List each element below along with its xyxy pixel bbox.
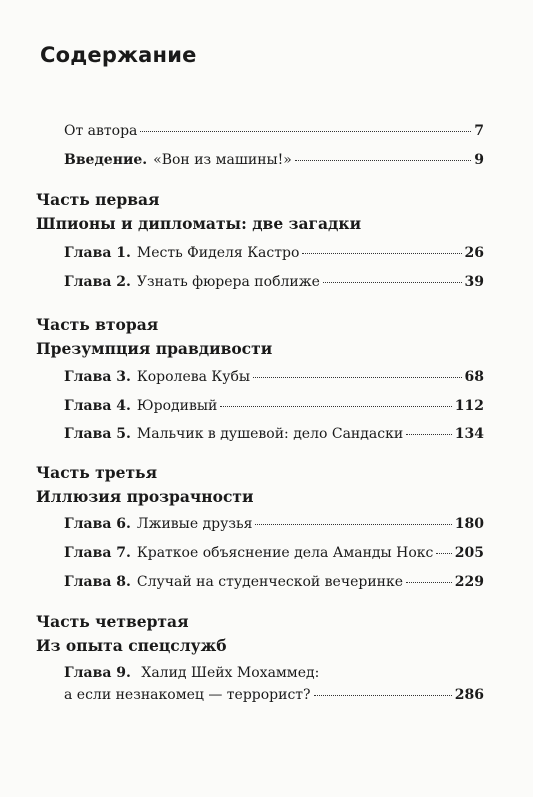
leader-dots: [436, 553, 451, 554]
entry-prefix: Глава 7.: [64, 545, 131, 561]
entry-prefix: Глава 4.: [64, 398, 131, 414]
entry-title: Лживые друзья: [136, 516, 253, 532]
toc-entry-chapter-5[interactable]: [64, 426, 484, 442]
toc-entry-chapter-4[interactable]: [64, 398, 484, 414]
toc-entry-introduction[interactable]: [64, 152, 484, 168]
entry-prefix: Глава 1.: [64, 245, 131, 261]
part-title: Из опыта спецслужб: [36, 636, 227, 655]
page-number: 9: [474, 152, 484, 168]
page-number: 180: [454, 516, 484, 532]
page-number: 134: [454, 426, 484, 442]
entry-prefix: Введение.: [64, 152, 148, 168]
part-title: Шпионы и дипломаты: две загадки: [36, 214, 362, 233]
entry-title: Узнать фюрера поближе: [136, 274, 320, 290]
entry-title: Королева Кубы: [136, 369, 251, 385]
part-title: Презумпция правдивости: [36, 339, 273, 358]
leader-dots: [140, 131, 471, 132]
leader-dots: [406, 582, 452, 583]
entry-title: Юродивый: [136, 398, 218, 414]
toc-entry-chapter-1[interactable]: [64, 245, 484, 261]
part-label: Часть третья: [36, 463, 158, 482]
part-label: Часть первая: [36, 190, 160, 209]
leader-dots: [314, 695, 452, 696]
entry-prefix: Глава 2.: [64, 274, 131, 290]
entry-prefix: Глава 3.: [64, 369, 131, 385]
entry-prefix: Глава 8.: [64, 574, 131, 590]
entry-title: Мальчик в душевой: дело Сандаски: [136, 426, 404, 442]
entry-title: Случай на студенческой вечеринке: [136, 574, 404, 590]
leader-dots: [255, 524, 451, 525]
page-number: 26: [464, 245, 484, 261]
toc-entry-chapter-8[interactable]: [64, 574, 484, 590]
page-number: 205: [454, 545, 484, 561]
leader-dots: [302, 253, 461, 254]
entry-prefix: Глава 9.: [64, 665, 131, 681]
entry-prefix: Глава 5.: [64, 426, 131, 442]
page-number: 68: [464, 369, 484, 385]
entry-title: Халид Шейх Мохаммед:: [141, 665, 320, 681]
entry-title: От автора: [64, 123, 138, 139]
leader-dots: [220, 406, 451, 407]
entry-title-continued: а если незнакомец — террорист?: [64, 687, 311, 703]
entry-title: Месть Фиделя Кастро: [136, 245, 300, 261]
toc-title: Содержание: [40, 43, 197, 67]
toc-entry-chapter-9[interactable]: [64, 665, 484, 703]
toc-entry-chapter-6[interactable]: [64, 516, 484, 532]
part-label: Часть четвертая: [36, 612, 189, 631]
toc-entry-chapter-2[interactable]: [64, 274, 484, 290]
page-number: 7: [474, 123, 484, 139]
leader-dots: [295, 160, 471, 161]
page-number: 112: [454, 398, 484, 414]
page-number: 286: [454, 687, 484, 703]
part-label: Часть вторая: [36, 315, 159, 334]
page-number: 229: [454, 574, 484, 590]
part-title: Иллюзия прозрачности: [36, 487, 254, 506]
toc-entry-chapter-3[interactable]: [64, 369, 484, 385]
leader-dots: [253, 377, 461, 378]
entry-title: «Вон из машины!»: [153, 152, 292, 168]
entry-prefix: Глава 6.: [64, 516, 131, 532]
toc-entry-author-note[interactable]: [64, 123, 484, 139]
leader-dots: [323, 282, 462, 283]
entry-title: Краткое объяснение дела Аманды Нокс: [136, 545, 434, 561]
page-number: 39: [464, 274, 484, 290]
toc-entry-chapter-7[interactable]: [64, 545, 484, 561]
leader-dots: [406, 434, 452, 435]
